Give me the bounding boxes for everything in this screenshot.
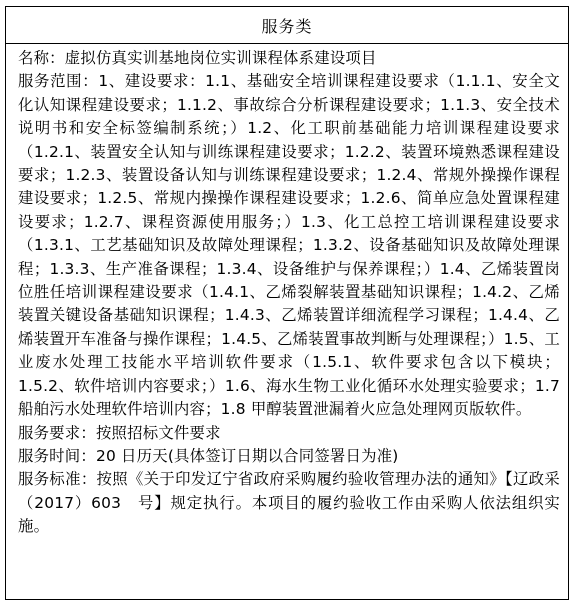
service-time-value: 20 日历天(具体签订日期以合同签署日为准) xyxy=(95,446,399,465)
table-body xyxy=(6,44,568,539)
project-name-row xyxy=(18,47,560,70)
service-scope-label: 服务范围： xyxy=(18,72,99,91)
project-name-label: 名称： xyxy=(18,49,65,67)
service-standard-value: 按照《关于印发辽宁省政府采购履约验收管理办法的通知》【辽政采（2017）603 号】规定执行。本项目的履约验收工作由采购人依法组织实施。 xyxy=(18,470,560,536)
service-standard-row xyxy=(18,468,560,538)
service-requirement-value: 按照招标文件要求 xyxy=(95,423,221,442)
table-header-title: 服务类 xyxy=(261,16,313,36)
service-table xyxy=(5,6,569,600)
table-header xyxy=(6,7,568,44)
service-standard-label: 服务标准： xyxy=(18,470,97,489)
project-name-value: 虚拟仿真实训基地岗位实训课程体系建设项目 xyxy=(64,49,377,67)
service-scope-value: 1、建设要求：1.1、基础安全培训课程建设要求（1.1.1、安全文化认知课程建设要求；1.1.2、事故综合分析课程建设要求；1.1.3、安全技术说明书和安全标签编制系统；）1.2、化工职前基础能力培训课程建设要求（1.2.1、装置安全认知与训练课程建设要求；1.2.2、装置环境熟悉课程建设要求；1.2.3、装置设备认知与训练课程建设要求；1.2.4、常规外操操作课程建设要求；1.2.5、常规内操操作课程建设要求；1.2.6、简单应急处置课程建设要求；1.2.7、课程资源使用服务；）1.3、化工总控工培训课程建设要求（1.3.1、工艺基础知识及故障处理课程；1.3.2、设备基础知识及故障处理课程；1.3.3、生产准备课程；1.3.4、设备维护与保养课程；）1.4、乙烯装置岗位胜任培训课程建设要求（1.4.1、乙烯裂解装置基础知识课程；1.4.2、乙烯装置关键设备基础知识课程；1.4.3、乙烯装置详细流程学习课程；1.4.4、乙烯装置开车准备与操作课程；1.4.5、乙烯装置事故判断与处理课程；）1.5、工业废水处理工技能水平培训软件要求（1.5.1、软件要求包含以下模块；1.5.2、软件培训内容要求；）1.6、海水生物工业化循环水处理实验要求；1.7 船舶污水处理软件培训内容；1.8 甲醇装置泄漏着火应急处理网页版软件。 xyxy=(18,72,560,419)
service-scope-row xyxy=(18,70,560,421)
service-requirement-label: 服务要求： xyxy=(18,423,96,442)
service-time-row xyxy=(18,445,560,468)
service-requirement-row xyxy=(18,422,560,445)
service-time-label: 服务时间： xyxy=(18,446,96,465)
